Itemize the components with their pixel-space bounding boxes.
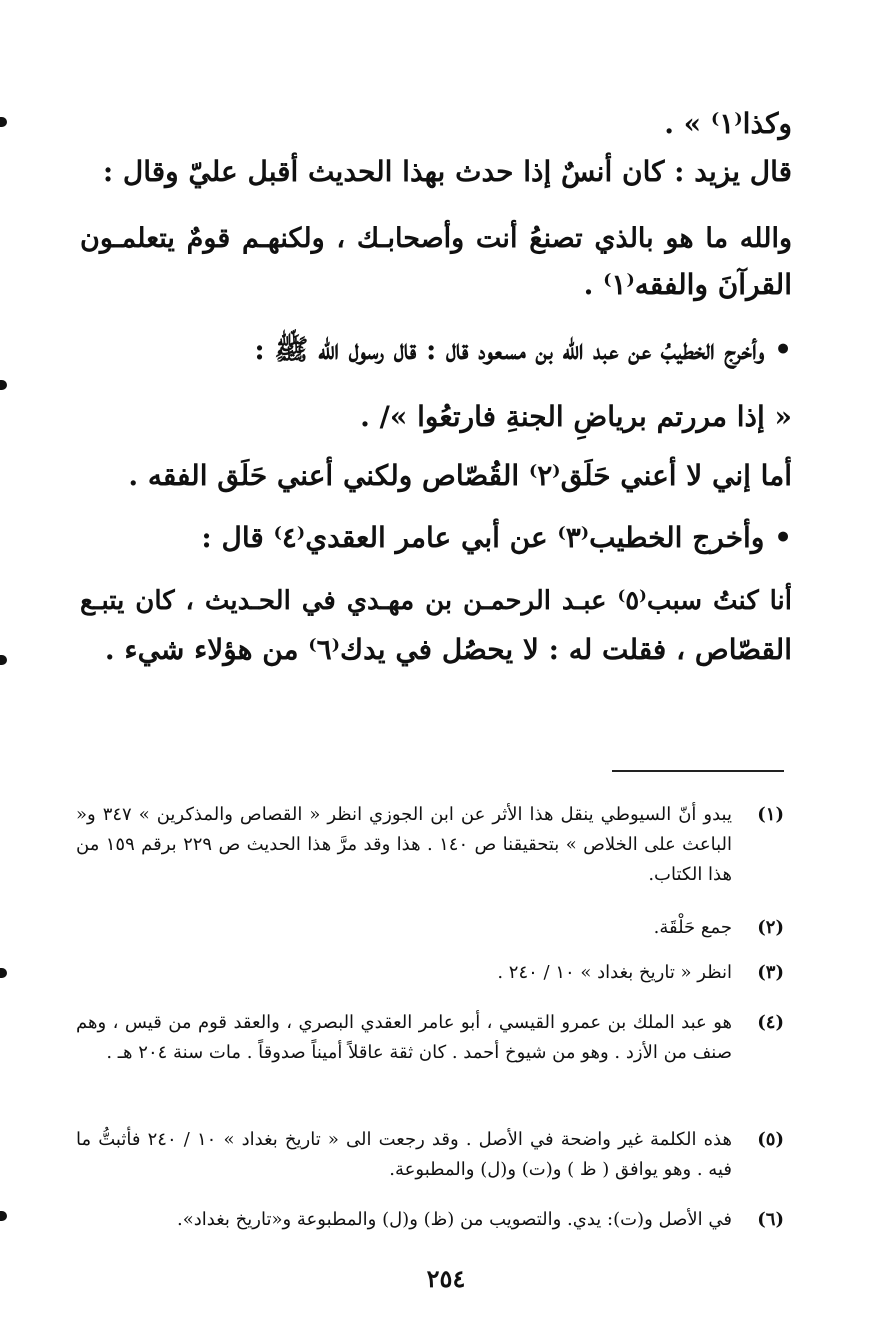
footnote-number: (١) — [757, 804, 784, 825]
text-line: القصّاص ، فقلت له : لا يحصُل في يدك⁽٦⁾ من هؤلاء شيء . — [104, 633, 792, 666]
footnote-text: هو عبد الملك بن عمرو القيسي ، أبو عامر العقدي البصري ، والعقد قوم من قيس ، وهم صنف من الأزد . وهو من شيوخ أحمد . كان ثقة عاقلاً أميناً صدوقاً . مات سنة ٢٠٤ هـ . — [76, 1012, 732, 1063]
footnote — [76, 1205, 784, 1235]
text-line: • وأخرج الخطيبُ عن عبد الله بن مسعود قال : قال رسول الله ﷺ : — [254, 333, 792, 366]
footnote-number: (٦) — [757, 1209, 784, 1230]
margin-mark — [0, 1211, 7, 1221]
footnote — [76, 958, 784, 988]
footnote — [76, 913, 784, 943]
footnote-text: جمع حَلْقَة. — [653, 917, 732, 938]
text-line: • وأخرج الخطيب⁽٣⁾ عن أبي عامر العقدي⁽٤⁾ قال : — [201, 521, 792, 554]
margin-mark — [0, 380, 7, 390]
footnote-text: في الأصل و(ت): يدي. والتصويب من (ظ) و(ل) والمطبوعة و«تاريخ بغداد». — [177, 1209, 732, 1230]
footnote — [76, 800, 784, 890]
text-line: أنا كنتُ سبب⁽٥⁾ عبـد الرحمـن بن مهـدي في الحـديث ، كان يتبـع — [80, 586, 792, 616]
text-line: « إذا مررتم برياضِ الجنةِ فارتعُوا »/ . — [360, 400, 792, 433]
footnote-number: (٥) — [757, 1129, 784, 1150]
margin-mark — [0, 117, 7, 127]
page-number: ٢٥٤ — [426, 1264, 466, 1293]
footnote-number: (٤) — [757, 1012, 784, 1033]
text-line: القرآنَ والفقه⁽١⁾ . — [583, 268, 792, 301]
text-line: أما إني لا أعني حَلَق⁽٢⁾ القُصّاص ولكني أعني حَلَق الفقه . — [128, 459, 792, 492]
footnote-text: انظر « تاريخ بغداد » ١٠ / ٢٤٠ . — [497, 962, 732, 983]
footnote-separator — [612, 770, 784, 772]
footnote-text: هذه الكلمة غير واضحة في الأصل . وقد رجعت الى « تاريخ بغداد » ١٠ / ٢٤٠ فأثبتُّ ما فيه . وهو يوافق ( ظ ) و(ت) و(ل) والمطبوعة. — [76, 1129, 732, 1180]
footnote-text: يبدو أنّ السيوطي ينقل هذا الأثر عن ابن الجوزي انظر « القصاص والمذكرين » ٣٤٧ و« الباعث على الخلاص » بتحقيقنا ص ١٤٠ . هذا وقد مرَّ هذا الحديث ص ٢٢٩ برقم ١٥٩ من هذا الكتاب. — [76, 804, 732, 885]
margin-mark — [0, 655, 7, 665]
text-line: والله ما هو بالذي تصنعُ أنت وأصحابـك ، ولكنهـم قومٌ يتعلمـون — [80, 223, 792, 254]
footnote — [76, 1008, 784, 1068]
text-line: وكذا⁽١⁾ » . — [664, 107, 792, 140]
footnote — [76, 1125, 784, 1185]
footnote-number: (٣) — [757, 962, 784, 983]
footnote-number: (٢) — [757, 917, 784, 938]
margin-mark — [0, 968, 7, 978]
text-line: قال يزيد : كان أنسٌ إذا حدث بهذا الحديث أقبل عليّ وقال : — [102, 155, 792, 188]
